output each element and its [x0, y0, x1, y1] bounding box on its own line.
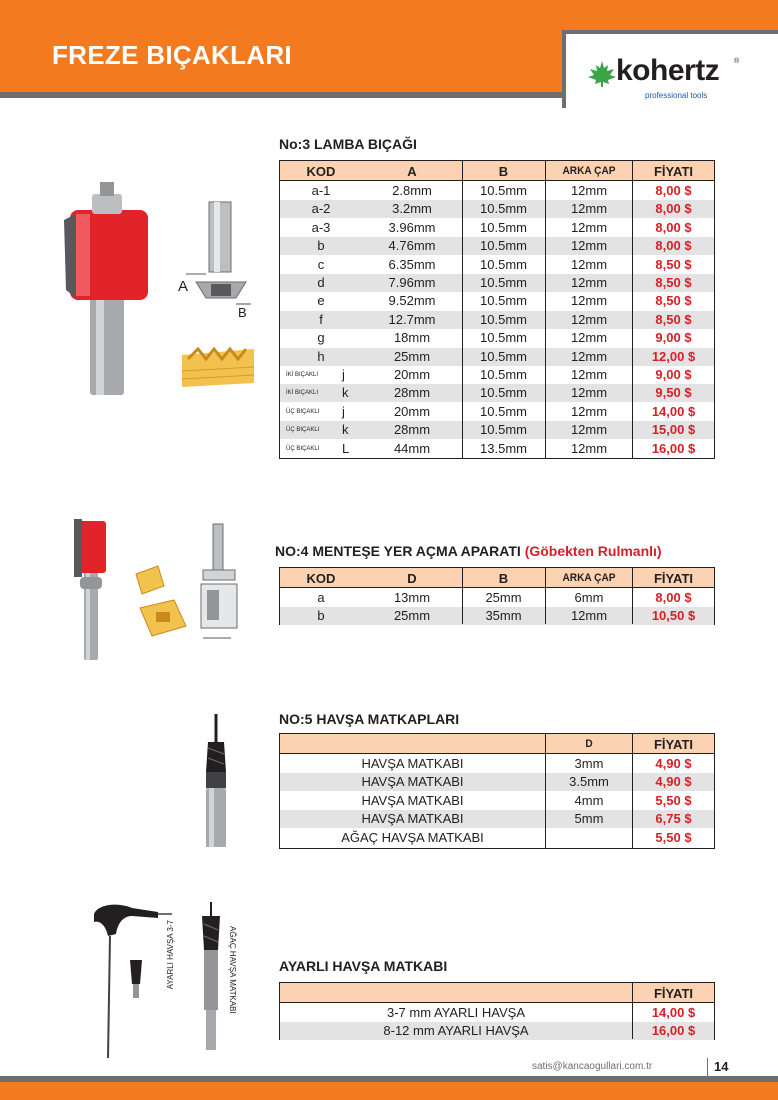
cell-arka-cap: 12mm	[570, 256, 608, 272]
adjustable-countersink-photo	[88, 900, 176, 1060]
cell-a: 7.96mm	[388, 275, 436, 290]
cell-a: 6.35mm	[388, 256, 436, 272]
cell-arka-cap: 6mm	[574, 590, 604, 605]
table-row	[280, 1022, 714, 1040]
cell-price: 14,00 $	[651, 1005, 696, 1020]
cell-price: 4,90 $	[655, 756, 692, 771]
cell-b: 10.5mm	[480, 311, 527, 327]
section-title-mentese-text: NO:4 MENTEŞE YER AÇMA APARATI	[275, 543, 521, 559]
cell-a: 3.2mm	[392, 201, 432, 217]
cell-price: 16,00 $	[651, 440, 696, 456]
cell-b: 13.5mm	[480, 440, 527, 456]
cell-kod: a-2	[311, 201, 331, 217]
cell-price: 5,50 $	[655, 792, 692, 808]
cell-name: HAVŞA MATKABI	[361, 811, 464, 827]
column-divider	[545, 568, 546, 624]
table-row	[280, 384, 714, 402]
maple-leaf-icon	[586, 60, 618, 88]
cell-d: 3.5mm	[569, 774, 609, 790]
section-title-ayarli: AYARLI HAVŞA MATKABI	[279, 958, 448, 974]
cell-d: 25mm	[393, 608, 431, 623]
diagram-label-b: B	[238, 305, 247, 318]
cell-b: 10.5mm	[480, 385, 527, 401]
cell-arka-cap: 12mm	[570, 183, 608, 198]
cell-kod: b	[317, 608, 325, 623]
table-row	[280, 182, 714, 200]
cell-price: 8,50 $	[655, 275, 692, 290]
hinge-wood-sample-image	[134, 564, 189, 639]
cell-blade-type: ÜÇ BIÇAKLI	[286, 445, 320, 452]
cell-kod: a-1	[311, 183, 331, 198]
page-title: FREZE BIÇAKLARI	[52, 40, 292, 70]
table-row	[280, 292, 714, 310]
table-row	[280, 219, 714, 237]
cell-b: 10.5mm	[480, 275, 527, 290]
cell-price: 4,90 $	[655, 774, 692, 790]
cell-a: 2.8mm	[392, 183, 432, 198]
cell-arka-cap: 12mm	[570, 219, 608, 235]
cell-arka-cap: 12mm	[570, 275, 608, 290]
col-header-price: FİYATI	[653, 737, 693, 752]
cell-price: 5,50 $	[655, 829, 692, 845]
cell-kod: f	[319, 311, 323, 327]
col-header-b: B	[498, 164, 509, 179]
cell-price: 8,00 $	[655, 201, 692, 217]
cell-price: 8,00 $	[655, 219, 692, 235]
cell-price: 9,00 $	[655, 330, 692, 346]
cell-kod: k	[342, 385, 349, 401]
cell-name: HAVŞA MATKABI	[361, 792, 464, 808]
cell-kod: b	[317, 238, 325, 254]
column-divider	[632, 734, 633, 848]
cell-b: 10.5mm	[480, 367, 527, 382]
hinge-bit-diagram	[197, 522, 242, 642]
cell-arka-cap: 12mm	[570, 440, 608, 456]
cell-a: 44mm	[393, 440, 431, 456]
footer-email[interactable]: satis@kancaogullari.com.tr	[532, 1061, 653, 1072]
cell-b: 10.5mm	[480, 238, 527, 254]
footer-bar	[0, 1082, 778, 1100]
cell-name: HAVŞA MATKABI	[361, 774, 464, 790]
cell-b: 10.5mm	[480, 256, 527, 272]
cell-arka-cap: 12mm	[570, 293, 608, 309]
footer-divider	[707, 1058, 708, 1078]
cell-b: 10.5mm	[480, 348, 527, 364]
cell-name: AĞAÇ HAVŞA MATKABI	[341, 829, 484, 845]
cell-a: 20mm	[393, 403, 431, 419]
cell-price: 12,00 $	[651, 348, 696, 364]
cell-price: 10,50 $	[651, 608, 696, 623]
table-header	[280, 568, 714, 588]
cell-blade-type: ÜÇ BIÇAKLI	[286, 408, 320, 415]
col-header-d: D	[407, 571, 417, 586]
logo-registered-mark: ®	[734, 58, 740, 65]
cell-arka-cap: 12mm	[570, 238, 608, 254]
cell-arka-cap: 12mm	[570, 385, 608, 401]
table-header	[280, 161, 714, 181]
col-header-arka-cap: ARKA ÇAP	[562, 165, 616, 177]
cell-a: 25mm	[393, 348, 431, 364]
lamba-price-table	[279, 160, 715, 459]
table-row	[280, 403, 714, 421]
table-row	[280, 773, 714, 791]
section-title-mentese	[275, 543, 662, 559]
cell-a: 12.7mm	[388, 311, 436, 327]
cell-kod: L	[342, 440, 350, 456]
cell-blade-type: İKİ BIÇAKLI	[286, 372, 319, 378]
cell-price: 6,75 $	[655, 811, 692, 827]
cell-d: 3mm	[574, 756, 604, 771]
logo-name: kohertz	[616, 54, 720, 87]
cell-price: 9,00 $	[655, 367, 692, 382]
column-divider	[545, 734, 546, 848]
cell-price: 14,00 $	[651, 403, 696, 419]
cell-price: 8,00 $	[655, 238, 692, 254]
cell-b: 10.5mm	[480, 330, 527, 346]
table-row	[280, 348, 714, 366]
cell-d: 5mm	[574, 811, 604, 827]
cell-a: 18mm	[393, 330, 431, 346]
table-row	[280, 274, 714, 292]
diagram-label-a: A	[178, 278, 189, 295]
cell-a: 28mm	[393, 385, 431, 401]
cell-kod: d	[317, 275, 325, 290]
cell-b: 10.5mm	[480, 201, 527, 217]
cell-price: 8,00 $	[655, 590, 692, 605]
rabbeting-bit-diagram	[176, 198, 266, 318]
table-header	[280, 734, 714, 754]
cell-b: 35mm	[485, 608, 522, 623]
cell-kod: g	[317, 330, 325, 346]
table-row	[280, 237, 714, 255]
cell-arka-cap: 12mm	[570, 201, 608, 217]
cell-price: 15,00 $	[651, 422, 696, 438]
table-row	[280, 755, 714, 773]
cell-price: 8,00 $	[655, 183, 692, 198]
wood-countersink-photo	[196, 900, 226, 1055]
cell-blade-type: ÜÇ BIÇAKLI	[286, 427, 320, 434]
cell-arka-cap: 12mm	[570, 311, 608, 327]
cell-price: 16,00 $	[651, 1023, 696, 1038]
cell-kod: a-3	[311, 219, 331, 235]
cell-d: 13mm	[393, 590, 431, 605]
cell-arka-cap: 12mm	[570, 608, 608, 623]
table-row	[280, 200, 714, 218]
ayarli-price-table	[279, 982, 715, 1040]
table-row	[280, 329, 714, 347]
cell-arka-cap: 12mm	[570, 403, 608, 419]
hinge-bit-photo	[72, 517, 112, 662]
cell-a: 9.52mm	[388, 293, 436, 309]
column-divider	[632, 161, 633, 458]
cell-b: 25mm	[485, 590, 522, 605]
page-number: 14	[714, 1059, 729, 1074]
cell-price: 8,50 $	[655, 293, 692, 309]
cell-name: HAVŞA MATKABI	[361, 756, 464, 771]
col-header-price: FİYATI	[653, 164, 693, 179]
table-row	[280, 366, 714, 384]
column-divider	[462, 568, 463, 624]
cell-price: 9,50 $	[655, 385, 692, 401]
logo-tagline: professional tools	[645, 91, 708, 100]
image-label-ayarli: AYARLI HAVŞA 3-7	[166, 920, 175, 990]
cell-kod: c	[317, 256, 325, 272]
cell-kod: j	[342, 403, 345, 419]
cell-kod: j	[342, 367, 345, 382]
cell-kod: a	[317, 590, 325, 605]
havsa-price-table	[279, 733, 715, 849]
table-header	[280, 983, 714, 1003]
cell-b: 10.5mm	[480, 219, 527, 235]
rabbeting-bit-photo	[58, 180, 158, 400]
col-header-arka-cap: ARKA ÇAP	[562, 572, 616, 584]
cell-price: 8,50 $	[655, 256, 692, 272]
column-divider	[545, 161, 546, 458]
table-row	[280, 421, 714, 439]
cell-b: 10.5mm	[480, 403, 527, 419]
cell-d	[546, 829, 632, 847]
brand-logo	[562, 30, 778, 108]
col-header-d: D	[585, 738, 593, 750]
cell-arka-cap: 12mm	[570, 348, 608, 364]
section-title-lamba: No:3 LAMBA BIÇAĞI	[279, 136, 417, 152]
cell-a: 4.76mm	[388, 238, 436, 254]
countersink-bit-photo	[196, 712, 246, 847]
col-header-a: A	[407, 164, 417, 179]
column-divider	[632, 983, 633, 1039]
mentese-price-table	[279, 567, 715, 625]
cell-kod: e	[317, 293, 325, 309]
cell-arka-cap: 12mm	[570, 330, 608, 346]
col-header-price: FİYATI	[653, 571, 693, 586]
table-row	[280, 810, 714, 828]
col-header-price: FİYATI	[653, 986, 693, 1001]
cell-arka-cap: 12mm	[570, 422, 608, 438]
cell-d: 4mm	[574, 792, 604, 808]
table-row	[280, 311, 714, 329]
cell-b: 10.5mm	[480, 183, 527, 198]
col-header-b: B	[498, 571, 509, 586]
wood-sample-image	[178, 345, 258, 389]
table-row	[280, 256, 714, 274]
cell-kod: k	[342, 422, 349, 438]
image-label-agac: AĞAÇ HAVŞA MATKABI	[228, 926, 237, 1014]
col-header-kod: KOD	[306, 571, 336, 586]
cell-price: 8,50 $	[655, 311, 692, 327]
section-title-mentese-note: (Göbekten Rulmanlı)	[524, 543, 662, 559]
col-header-kod: KOD	[306, 164, 336, 179]
cell-a: 20mm	[393, 367, 431, 382]
cell-b: 10.5mm	[480, 293, 527, 309]
cell-a: 3.96mm	[388, 219, 436, 235]
table-row	[280, 589, 714, 607]
cell-b: 10.5mm	[480, 422, 527, 438]
cell-a: 28mm	[393, 422, 431, 438]
table-row	[280, 440, 714, 458]
col-header-name	[280, 983, 632, 1003]
column-divider	[632, 568, 633, 624]
col-header-name	[280, 734, 545, 754]
cell-kod: h	[317, 348, 325, 364]
cell-arka-cap: 12mm	[570, 367, 608, 382]
table-row	[280, 792, 714, 810]
cell-name: 8-12 mm AYARLI HAVŞA	[383, 1023, 529, 1038]
column-divider	[462, 161, 463, 458]
cell-name: 3-7 mm AYARLI HAVŞA	[387, 1005, 525, 1020]
table-row	[280, 1004, 714, 1022]
section-title-havsa: NO:5 HAVŞA MATKAPLARI	[279, 711, 460, 727]
cell-blade-type: İKİ BIÇAKLI	[286, 390, 319, 397]
table-row	[280, 829, 714, 847]
table-row	[280, 607, 714, 625]
